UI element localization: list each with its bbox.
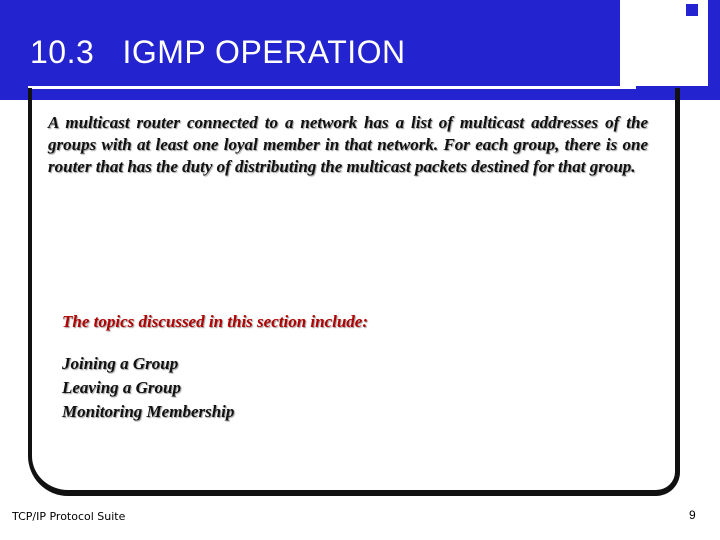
topics-heading: The topics discussed in this section include: xyxy=(62,312,369,331)
intro-paragraph: A multicast router connected to a network has a list of multicast addresses of the groups with at least one loyal member in that network. For each group, there is one router that has the duty of distributing the multicast packets destined for that group. xyxy=(48,113,648,176)
banner-corner-square xyxy=(686,4,698,16)
slide-title: 10.3 IGMP OPERATION xyxy=(30,34,406,70)
footer-text: TCP/IP Protocol Suite xyxy=(12,510,126,523)
topic-item: Joining a Group xyxy=(62,354,179,373)
page-number: 9 xyxy=(689,508,696,522)
banner-corner-bar xyxy=(708,0,720,100)
banner-corner-cutout xyxy=(620,0,720,86)
topics-list xyxy=(62,352,234,424)
topic-item: Monitoring Membership xyxy=(62,402,235,421)
topic-item: Leaving a Group xyxy=(62,378,181,397)
